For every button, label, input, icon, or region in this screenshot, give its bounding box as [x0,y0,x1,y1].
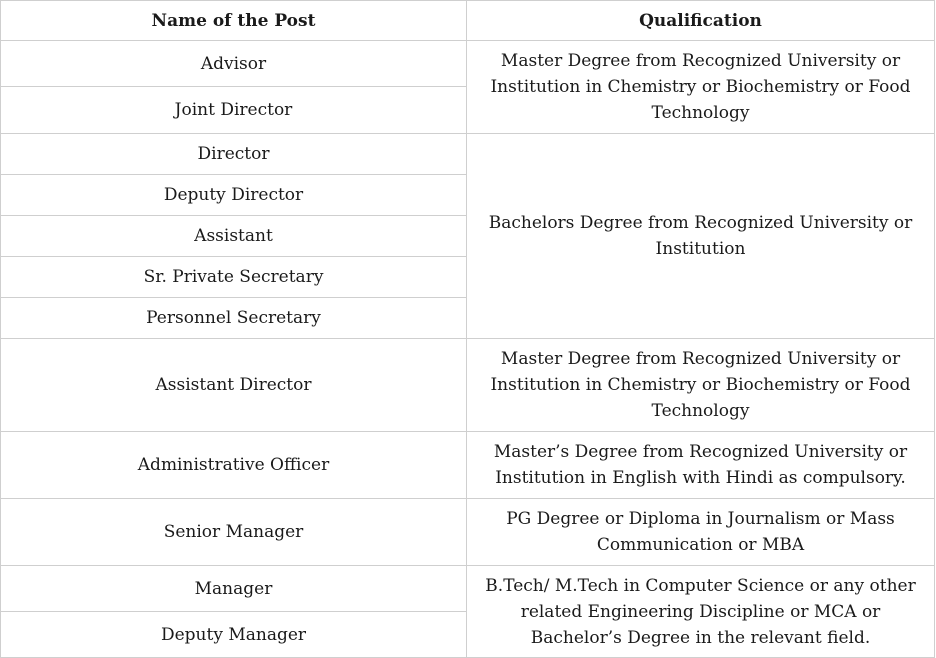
post-cell: Manager [1,566,467,612]
header-post: Name of the Post [1,1,467,41]
qualification-cell: PG Degree or Diploma in Journalism or Mass Communication or MBA [467,499,935,566]
post-cell: Deputy Director [1,175,467,216]
qualification-cell: B.Tech/ M.Tech in Computer Science or any other related Engineering Discipline or MCA or Bachelor’s Degree in the relevant field. [467,566,935,658]
post-cell: Senior Manager [1,499,467,566]
table-row [1,41,935,87]
post-cell: Administrative Officer [1,432,467,499]
post-cell: Deputy Manager [1,612,467,658]
header-qualification: Qualification [467,1,935,41]
table-row [1,432,935,499]
table-row [1,339,935,432]
qualification-cell: Bachelors Degree from Recognized University or Institution [467,134,935,339]
post-cell: Assistant [1,216,467,257]
table-row [1,134,935,175]
header-row [1,1,935,41]
table-row [1,499,935,566]
table-row [1,566,935,612]
post-cell: Sr. Private Secretary [1,257,467,298]
post-cell: Assistant Director [1,339,467,432]
qualification-cell: Master Degree from Recognized University or Institution in Chemistry or Biochemistry or Food Technology [467,339,935,432]
post-cell: Advisor [1,41,467,87]
post-cell: Personnel Secretary [1,298,467,339]
post-cell: Director [1,134,467,175]
qualification-cell: Master Degree from Recognized University or Institution in Chemistry or Biochemistry or Food Technology [467,41,935,134]
qualification-cell: Master’s Degree from Recognized University or Institution in English with Hindi as compulsory. [467,432,935,499]
post-cell: Joint Director [1,87,467,134]
